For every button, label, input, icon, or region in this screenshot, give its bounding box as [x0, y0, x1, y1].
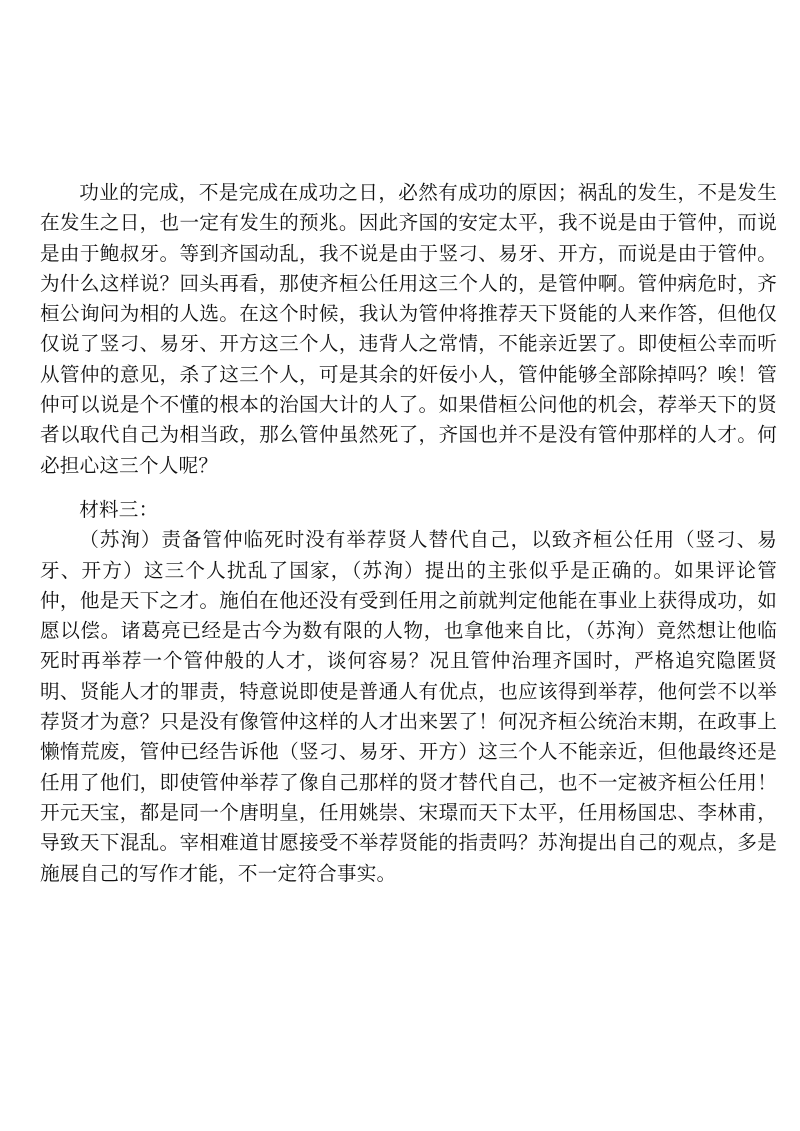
- section-heading-material-3: 材料三：: [79, 497, 159, 521]
- paragraph-1: 功业的完成，不是完成在成功之日，必然有成功的原因；祸乱的发生，不是发生在发生之日，也一定有发生的预兆。因此齐国的安定太平，我不说是由于管仲，而说是由于鲍叔牙。等到齐国动乱，我不说是由于竖刁、易牙、开方，而说是由于管仲。为什么这样说？回头再看，那使齐桓公任用这三个人的，是管仲啊。管仲病危时，齐桓公询问为相的人选。在这个时候，我认为管仲将推荐天下贤能的人来作答，但他仅仅说了竖刁、易牙、开方这三个人，违背人之常情，不能亲近罢了。即使桓公幸而听从管仲的意见，杀了这三个人，可是其余的奸佞小人，管仲能够全部除掉吗？唉！管仲可以说是个不懂的根本的治国大计的人了。如果借桓公问他的机会，荐举天下的贤者以取代自己为相当政，那么管仲虽然死了，齐国也并不是没有管仲那样的人才。何必担心这三个人呢？: [40, 181, 777, 477]
- document-body: [40, 178, 777, 889]
- paragraph-2: （苏洵）责备管仲临死时没有举荐贤人替代自己，以致齐桓公任用（竖刁、易牙、开方）这三个人扰乱了国家，（苏洵）提出的主张似乎是正确的。如果评论管仲，他是天下之才。施伯在他还没有受到任用之前就判定他能在事业上获得成功，如愿以偿。诸葛亮已经是古今为数有限的人物，也拿他来自比，（苏洵）竟然想让他临死时再举荐一个管仲般的人才，谈何容易？况且管仲治理齐国时，严格追究隐匿贤明、贤能人才的罪责，特意说即使是普通人有优点，也应该得到举荐，他何尝不以举荐贤才为意？只是没有像管仲这样的人才出来罢了！何况齐桓公统治末期，在政事上懒惰荒废，管仲已经告诉他（竖刁、易牙、开方）这三个人不能亲近，但他最终还是任用了他们，即使管仲举荐了像自己那样的贤才替代自己，也不一定被齐桓公任用！开元天宝，都是同一个唐明皇，任用姚崇、宋璟而天下太平，任用杨国忠、李林甫，导致天下混乱。宰相难道甘愿接受不举荐贤能的指责吗？苏洵提出自己的观点，多是施展自己的写作才能，不一定符合事实。: [40, 528, 777, 885]
